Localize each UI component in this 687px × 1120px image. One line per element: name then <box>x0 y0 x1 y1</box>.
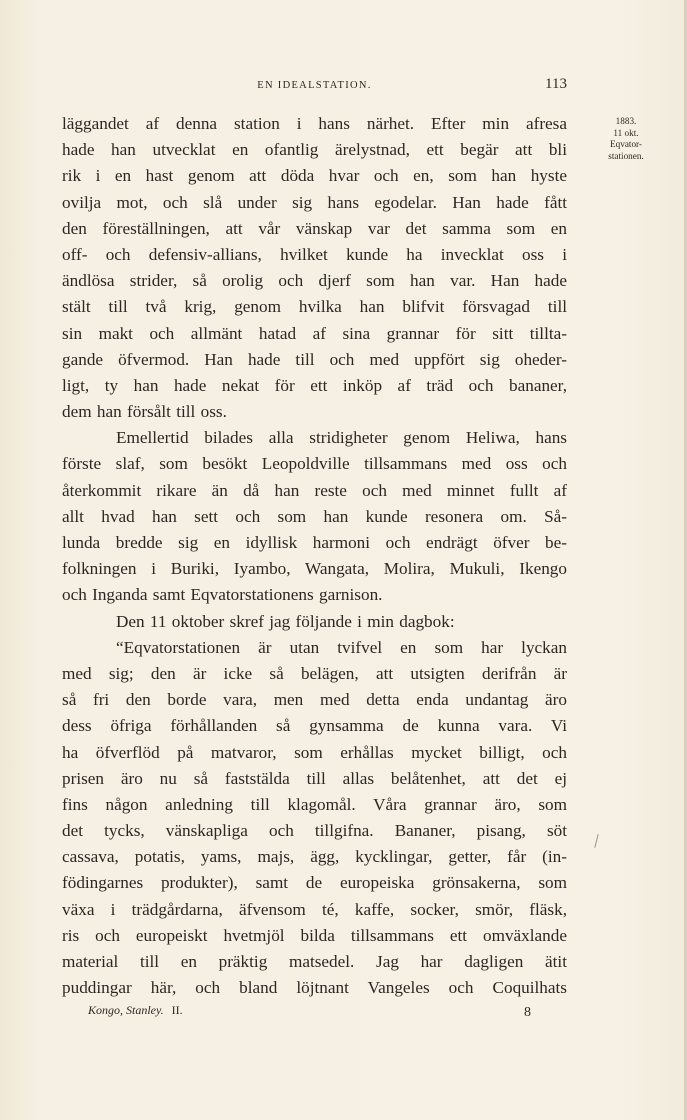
text-line: hade han utvecklat en ofantlig ärelystnad, ett begär att bli <box>62 140 567 160</box>
text-line: den föreställningen, att vår vänskap var det samma som en <box>62 218 567 238</box>
margin-note-topic-line1: Eqvator- <box>610 139 642 150</box>
signature-text: Kongo, Stanley. <box>88 1003 164 1017</box>
text-line: Den 11 oktober skref jag följande i min dagbok: <box>116 611 455 631</box>
text-line: läggandet af denna station i hans närhet. Efter min afresa <box>62 114 567 133</box>
text-line: födingarnes produkter), samt de europeiska grönsakerna, som <box>62 873 567 893</box>
text-line: rik i en hast genom att döda hvar och en, som han hyste <box>62 166 567 186</box>
text-line: dess öfriga förhållanden så gynsamma de kunna vara. Vi <box>62 716 567 736</box>
text-line: dem han försålt till oss. <box>62 402 227 422</box>
text-line: folkningen i Buriki, Iyambo, Wangata, Molira, Mukuli, Ikengo <box>62 559 567 579</box>
text-line: växa i trädgårdarna, äfvensom té, kaffe, socker, smör, fläsk, <box>62 899 567 919</box>
text-line: fins någon anledning till klagomål. Våra grannar äro, som <box>62 794 567 814</box>
text-line: off- och defensiv-allians, hvilket kunde ha invecklat oss i <box>62 244 567 264</box>
margin-pencil-mark <box>594 834 598 848</box>
text-line: ris och europeiskt hvetmjöl bilda tillsammans ett omväxlande <box>62 925 567 945</box>
text-line: material till en präktig matsedel. Jag har dagligen ätit <box>62 952 567 971</box>
text-line: så fri den borde vara, men med detta enda undantag äro <box>62 690 567 710</box>
page-number: 113 <box>545 76 567 92</box>
text-line: och Inganda samt Eqvatorstationens garnison. <box>62 585 383 605</box>
page-footer <box>88 1003 538 1023</box>
text-line: allt hvad han sett och som han kunde resonera om. Så- <box>62 506 567 526</box>
text-line: ändlösa strider, så orolig och djerf som han var. Han hade <box>62 271 567 291</box>
text-line: ha öfverflöd på matvaror, som erhållas mycket billigt, och <box>62 742 567 762</box>
text-line: ligt, ty han hade nekat för ett inköp af träd och bananer, <box>62 375 567 395</box>
text-line: cassava, potatis, yams, majs, ägg, kycklingar, getter, får (in- <box>62 847 567 867</box>
body-text <box>62 111 567 1001</box>
text-line: gande öfvermod. Han hade till och med uppfört sig oheder- <box>62 349 567 369</box>
text-line: stält till två krig, genom hvilka han blifvit försvagad till <box>62 297 567 317</box>
margin-note-topic-line2: stationen. <box>608 150 644 161</box>
text-line: Emellertid bilades alla stridigheter genom Heliwa, hans <box>116 428 567 448</box>
margin-note-year: 1883. <box>615 116 637 126</box>
sheet-number: 8 <box>524 1005 531 1020</box>
text-line: återkommit rikare än då han reste och med minnet fullt af <box>62 480 567 500</box>
volume-number: II. <box>171 1003 183 1017</box>
text-line: lunda bredde sig en idyllisk harmoni och endrägt öfver be- <box>62 533 567 552</box>
text-line: det tycks, vänskapliga och tillgifna. Bananer, pisang, söt <box>62 821 567 841</box>
text-line: förste slaf, som besökt Leopoldville tillsammans med oss och <box>62 454 567 474</box>
text-line: “Eqvatorstationen är utan tvifvel en som har lyckan <box>116 637 567 657</box>
text-line: puddingar här, och bland löjtnant Vangeles och Coquilhats <box>62 978 567 998</box>
text-line: sin makt och allmänt hatad af sina grannar för sitt tillta- <box>62 323 567 343</box>
margin-note-date: 11 okt. <box>613 127 639 138</box>
text-line: prisen äro nu så faststälda till allas belåtenhet, att det ej <box>62 768 567 788</box>
signature-mark <box>88 1003 183 1018</box>
text-line: ovilja mot, och slå under sig hans egodelar. Han hade fått <box>62 192 567 212</box>
page-header <box>62 76 567 98</box>
margin-note <box>576 116 676 162</box>
text-line: med sig; den är icke så belägen, att utsigten derifrån är <box>62 663 567 683</box>
running-title: EN IDEALSTATION. <box>257 80 372 91</box>
